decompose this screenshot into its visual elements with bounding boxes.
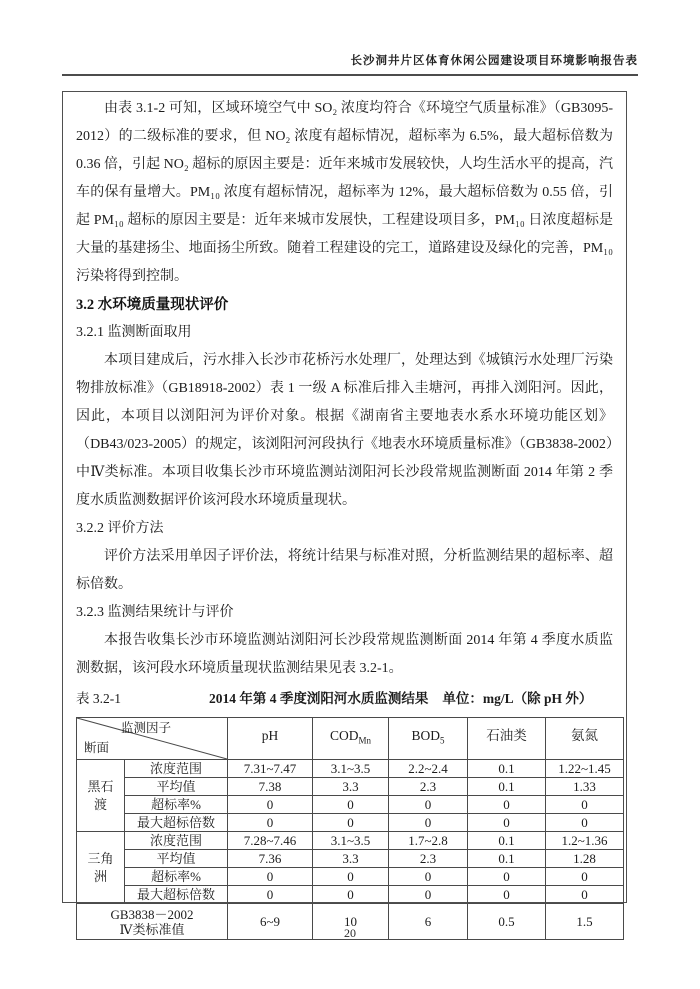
cell: 1.2~1.36 (546, 832, 624, 850)
cell: 3.1~3.5 (313, 832, 389, 850)
table-row (77, 778, 624, 796)
row-label: 超标率% (125, 868, 228, 886)
cell: 0 (228, 868, 313, 886)
table-row (77, 886, 624, 904)
cell: 0 (468, 868, 546, 886)
cell: 0.1 (468, 778, 546, 796)
cell: 7.28~7.46 (228, 832, 313, 850)
corner-bottom-label: 断面 (84, 741, 110, 755)
cell: 6 (389, 904, 468, 940)
cell: 0 (389, 814, 468, 832)
table-row (77, 760, 624, 778)
cell: 3.3 (313, 850, 389, 868)
row-label: 超标率% (125, 796, 228, 814)
cell: 0 (389, 886, 468, 904)
cell: 0 (313, 814, 389, 832)
diagonal-header-cell (77, 718, 228, 760)
row-label: 最大超标倍数 (125, 814, 228, 832)
column-header-oil: 石油类 (468, 718, 546, 760)
row-label: 平均值 (125, 850, 228, 868)
column-header-codmn: $COD_{Mn}$ (313, 718, 389, 760)
table-caption (76, 684, 613, 714)
water-quality-table (76, 717, 624, 940)
cell: 2.3 (389, 850, 468, 868)
paragraph-monitor-section: 本项目建成后，污水排入长沙市花桥污水处理厂，处理达到《城镇污水处理厂污染物排放标准》（GB18918-2002）表 1 一级 A 标准后排入圭塘河，再排入浏阳河。因此，因此，本项目以浏阳河为评价对象。根据《湖南省主要地表水系水环境功能区划》（DB43/023-2005）的规定，该浏阳河河段执行《地表水环境质量标准》（GB3838-2002）中Ⅳ类标准。本项目收集长沙市环境监测站浏阳河长沙段常规监测断面 2014 年第 2 季度水质监测数据评价该河段水环境质量现状。 (76, 353, 613, 508)
cell: 1.7~2.8 (389, 832, 468, 850)
cell: 1.33 (546, 778, 624, 796)
table-row (77, 850, 624, 868)
cell: 1.5 (546, 904, 624, 940)
cell: 0 (546, 814, 624, 832)
row-label: 浓度范围 (125, 760, 228, 778)
cell: 0 (389, 868, 468, 886)
cell: 0 (313, 868, 389, 886)
table-row (77, 832, 624, 850)
cell: 0 (468, 796, 546, 814)
cell: 0 (468, 814, 546, 832)
header-rule (62, 74, 638, 76)
standard-label-line1: GB3838－2002 (110, 906, 194, 922)
heading-3-2-1: 3.2.1 监测断面取用 (76, 325, 192, 340)
cell: 2.2~2.4 (389, 760, 468, 778)
row-label: 最大超标倍数 (125, 886, 228, 904)
cell: 3.1~3.5 (313, 760, 389, 778)
cell: 0 (313, 796, 389, 814)
table-row (77, 796, 624, 814)
cell: 0 (546, 886, 624, 904)
table-caption-unit: 单位：mg/L（除 pH 外） (442, 691, 593, 706)
cell: 10 (313, 904, 389, 940)
cell: 0.1 (468, 832, 546, 850)
corner-top-label: 监测因子 (121, 721, 172, 735)
cell: 3.3 (313, 778, 389, 796)
cell: 0 (546, 796, 624, 814)
cell: 7.31~7.47 (228, 760, 313, 778)
cell: 0 (468, 886, 546, 904)
cell: 0 (228, 814, 313, 832)
cell: 1.22~1.45 (546, 760, 624, 778)
heading-3-2: 3.2 水环境质量现状评价 (76, 297, 229, 313)
cell: 1.28 (546, 850, 624, 868)
cell: 0.1 (468, 760, 546, 778)
row-label: 平均值 (125, 778, 228, 796)
cell: 0.1 (468, 850, 546, 868)
table-caption-title: 2014 年第 4 季度浏阳河水质监测结果 (209, 691, 429, 706)
content-box (62, 91, 627, 937)
cell: 0.5 (468, 904, 546, 940)
heading-3-2-2: 3.2.2 评价方法 (76, 521, 164, 536)
page-number: 20 (344, 926, 356, 940)
column-header-bod5: $BOD_5$ (389, 718, 468, 760)
cell: 0 (313, 886, 389, 904)
cell: 0 (546, 868, 624, 886)
column-header-ph: pH (228, 718, 313, 760)
paragraph-method: 评价方法采用单因子评价法，将统计结果与标准对照，分析监测结果的超标率、超标倍数。 (76, 549, 613, 592)
standard-label-line2: Ⅳ类标准值 (119, 921, 185, 937)
cell: 0 (228, 796, 313, 814)
heading-3-2-3: 3.2.3 监测结果统计与评价 (76, 605, 234, 620)
section-heishidu: 黑石渡 (77, 760, 125, 832)
table-row (77, 868, 624, 886)
cell: 7.36 (228, 850, 313, 868)
cell: 7.38 (228, 778, 313, 796)
section-sanjiaozhou: 三角洲 (77, 832, 125, 904)
cell: 0 (389, 796, 468, 814)
paragraph-air-quality: 由表 3.1-2 可知，区域环境空气中 SO₂ 浓度均符合《环境空气质量标准》（GB3095-2012）的二级标准的要求，但 NO₂ 浓度有超标情况，超标率为 6.5%，最大超标倍数为 0.36 倍，引起 NO₂ 超标的原因主要是：近年来城市发展较快，人均生活水平的提高，汽车的保有量增大。PM₁₀ 浓度有超标情况，超标率为 12%，最大超标倍数为 0.55 倍，引起 PM₁₀ 超标的原因主要是：近年来城市发展快，工程建设项目多，PM₁₀ 日浓度超标是大量的基建扬尘、地面扬尘所致。随着工程建设的完工，道路建设及绿化的完善，PM₁₀ 污染将得到控制。 (76, 101, 613, 284)
cell: 6~9 (228, 904, 313, 940)
paragraph-result: 本报告收集长沙市环境监测站浏阳河长沙段常规监测断面 2014 年第 4 季度水质监测数据，该河段水环境质量现状监测结果见表 3.2-1。 (76, 633, 613, 676)
table-row (77, 814, 624, 832)
table-header-row (77, 718, 624, 760)
table-caption-label: 表 3.2-1 (76, 691, 121, 706)
column-header-nh3n: 氨氮 (546, 718, 624, 760)
cell: 2.3 (389, 778, 468, 796)
row-label: 浓度范围 (125, 832, 228, 850)
header-title: 长沙洞井片区体育休闲公园建设项目环境影响报告表 (350, 55, 638, 67)
cell: 0 (228, 886, 313, 904)
